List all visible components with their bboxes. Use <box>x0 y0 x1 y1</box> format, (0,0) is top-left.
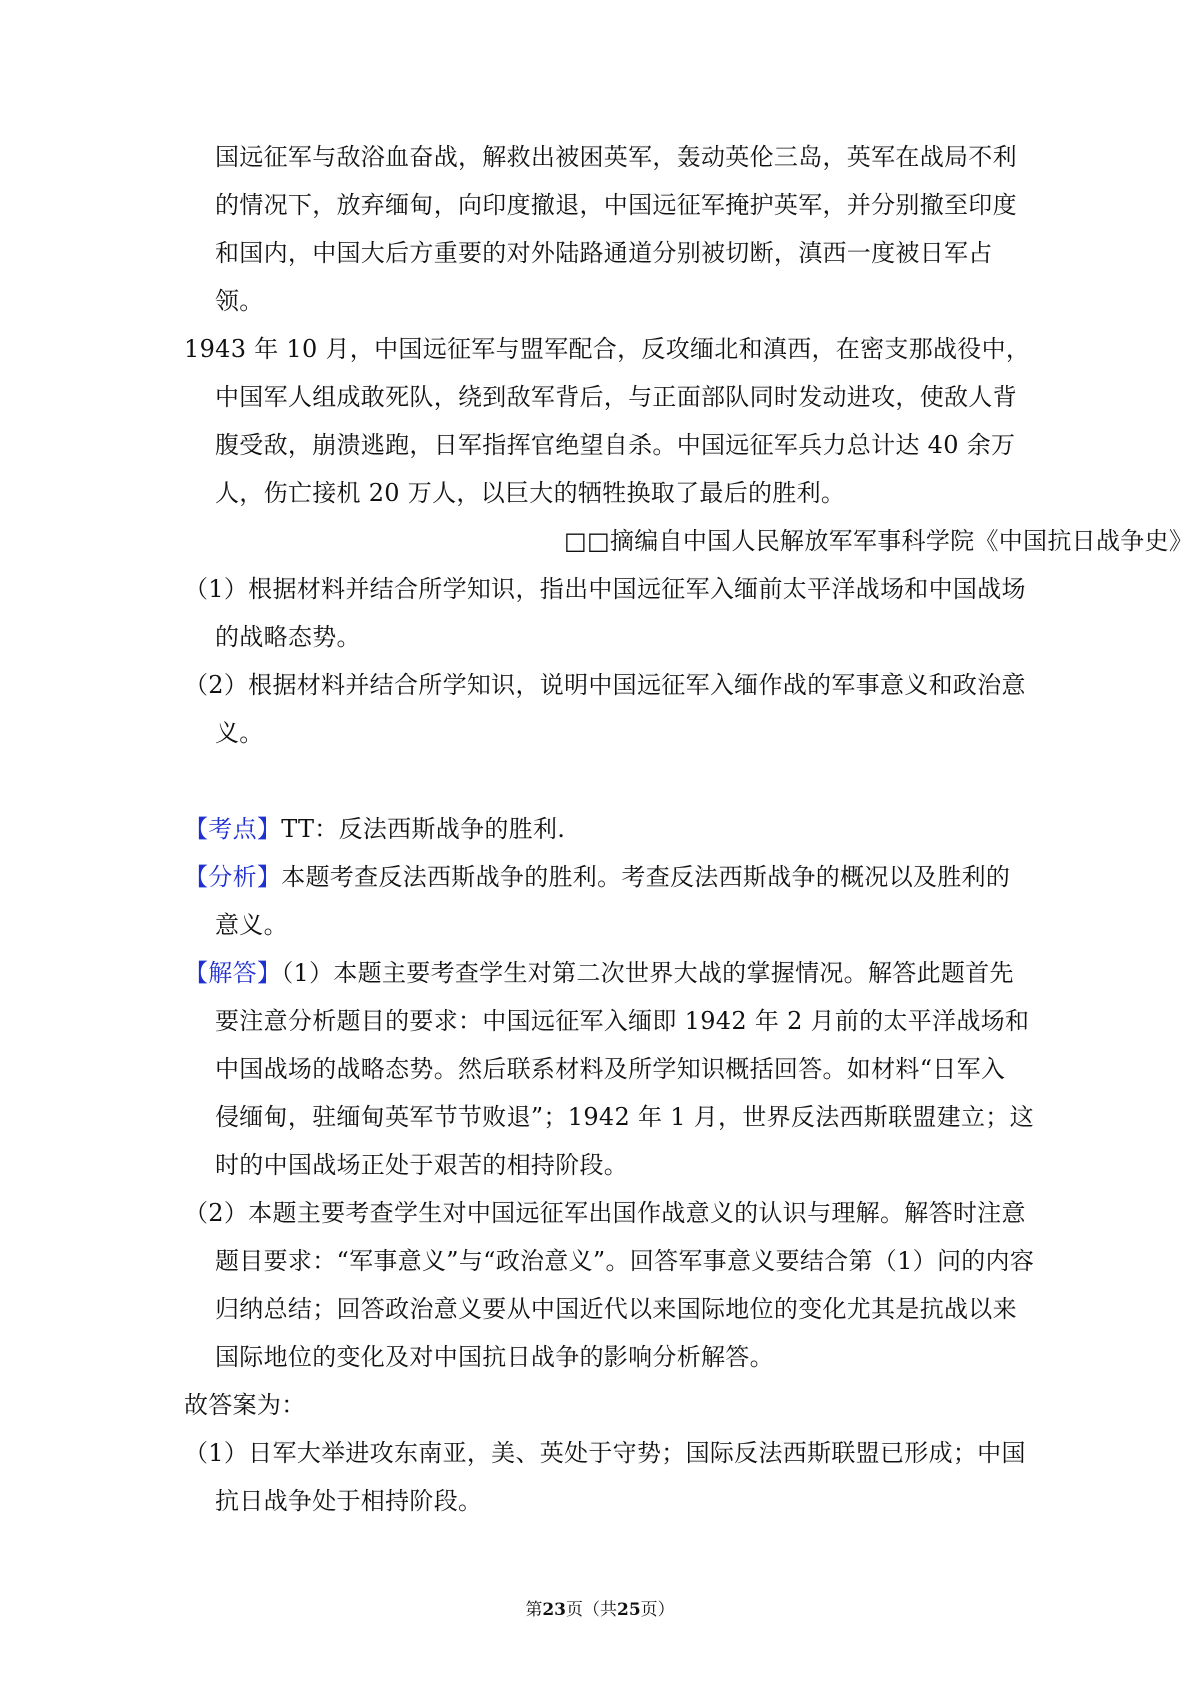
material-line: 领。 <box>215 287 264 315</box>
material-line: 腹受敌，崩溃逃跑，日军指挥官绝望自杀。中国远征军兵力总计达 40 余万 <box>215 431 1016 459</box>
jieda-line: 时的中国战场正处于艰苦的相持阶段。 <box>215 1151 629 1179</box>
footer-suffix: 页） <box>640 1600 675 1620</box>
source-attribution: □□摘编自中国人民解放军军事科学院《中国抗日战争史》 <box>564 527 1194 555</box>
fenxi-row <box>184 862 1010 892</box>
jieda-text: （1）本题主要考查学生对第二次世界大战的掌握情况。解答此题首先 <box>281 959 1014 987</box>
answer2-line: 国际地位的变化及对中国抗日战争的影响分析解答。 <box>215 1343 774 1371</box>
fenxi-tag: 【分析】 <box>184 863 282 891</box>
fenxi-text: 本题考查反法西斯战争的胜利。考查反法西斯战争的概况以及胜利的 <box>281 863 1011 891</box>
final-answer-line: 抗日战争处于相持阶段。 <box>215 1487 483 1515</box>
material-line: 国远征军与敌浴血奋战，解救出被困英军，轰动英伦三岛，英军在战局不利 <box>215 143 1017 171</box>
jieda-row <box>184 958 1014 988</box>
fenxi-continuation: 意义。 <box>215 911 288 939</box>
final-answer-line: （1）日军大举进攻东南亚，美、英处于守势；国际反法西斯联盟已形成；中国 <box>184 1439 1026 1467</box>
material-line: 1943 年 10 月，中国远征军与盟军配合，反攻缅北和滇西，在密支那战役中， <box>184 335 1031 363</box>
jieda-tag: 【解答】 <box>184 959 282 987</box>
material-line: 人，伤亡接机 20 万人，以巨大的牺牲换取了最后的胜利。 <box>215 479 846 507</box>
material-line: 的情况下，放弃缅甸，向印度撤退，中国远征军掩护英军，并分别撤至印度 <box>215 191 1017 219</box>
jieda-line: 中国战场的战略态势。然后联系材料及所学知识概括回答。如材料“日军入 <box>215 1055 1006 1083</box>
kaodian-tag: 【考点】 <box>184 815 282 843</box>
material-line: 和国内，中国大后方重要的对外陆路通道分别被切断，滇西一度被日军占 <box>215 239 993 267</box>
footer-prefix: 第 <box>525 1600 543 1620</box>
material-line: 中国军人组成敢死队，绕到敌军背后，与正面部队同时发动进攻，使敌人背 <box>215 383 1017 411</box>
question-line: 义。 <box>215 719 264 747</box>
answer-intro: 故答案为： <box>184 1391 306 1419</box>
question-line: （2）根据材料并结合所学知识，说明中国远征军入缅作战的军事意义和政治意 <box>184 671 1026 699</box>
kaodian-row <box>184 814 565 844</box>
footer-page-number: 23 <box>542 1600 566 1620</box>
footer-middle: 页（共 <box>566 1600 617 1620</box>
question-line: （1）根据材料并结合所学知识，指出中国远征军入缅前太平洋战场和中国战场 <box>184 575 1026 603</box>
question-line: 的战略态势。 <box>215 623 361 651</box>
answer2-line: 题目要求：“军事意义”与“政治意义”。回答军事意义要结合第（1）问的内容 <box>215 1247 1035 1275</box>
jieda-line: 侵缅甸，驻缅甸英军节节败退”；1942 年 1 月，世界反法西斯联盟建立；这 <box>215 1103 1034 1131</box>
answer2-line: 归纳总结；回答政治意义要从中国近代以来国际地位的变化尤其是抗战以来 <box>215 1295 1017 1323</box>
answer2-line: （2）本题主要考查学生对中国远征军出国作战意义的认识与理解。解答时注意 <box>184 1199 1026 1227</box>
jieda-line: 要注意分析题目的要求：中国远征军入缅即 1942 年 2 月前的太平洋战场和 <box>215 1007 1030 1035</box>
kaodian-text: TT：反法西斯战争的胜利. <box>281 815 566 843</box>
page-footer <box>0 1598 1200 1622</box>
footer-total-pages: 25 <box>617 1600 641 1620</box>
